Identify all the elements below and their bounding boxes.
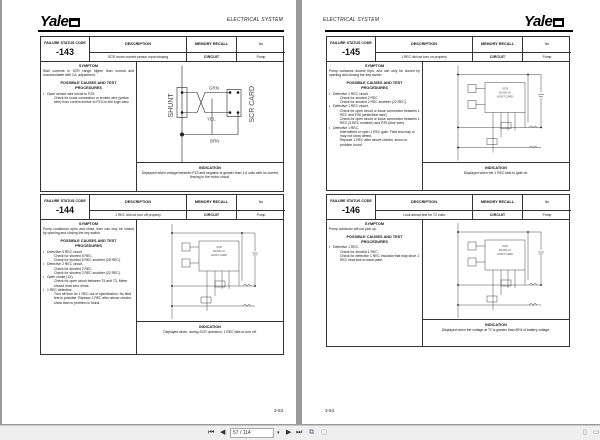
diagram-column [423,62,569,190]
yale-logo [524,13,564,30]
card-model-label: EV100-LX [499,91,511,95]
card-name-label: HOIST CARD [497,253,513,256]
diagram-column [137,220,283,354]
junction-dot [241,232,243,234]
cause-detail: Check for shorted 5 REC snubber (25 REC). [54,258,121,263]
cause-item: • Defective 2 REC circuit. [43,262,134,266]
capacitor [252,253,258,255]
cause-item: • Defective 1 REC. [329,126,420,130]
junction-dot [457,284,459,286]
rec-symbol [468,101,476,109]
junction-dot [527,74,529,76]
junction-dot [540,284,542,286]
junction-dot [171,232,173,234]
page-number: 3-54 [325,408,335,413]
circuit-value: Pump [256,55,266,60]
block-header [327,195,569,220]
wiring-diagram [137,220,283,322]
card-model-label: EV100-LX [213,250,225,253]
viewer-toolbar [0,425,600,440]
cause-item: • 1 REC defective. [43,288,134,292]
cause-detail: Check for open circuit or loose connection between 1 REC (3 REC snubber) and PZ9 (blue wire). [340,117,420,126]
shunt-label: SHUNT [168,93,175,118]
memory-recall-label: MEMORY RECALL [473,37,523,53]
snubber-box [201,297,211,303]
block-body [41,62,283,191]
cause-detail: Check for defective 1 REC insulator that may short 1 REC heat sink to base plate. [340,253,419,263]
logo-text: Yale [40,13,69,30]
block-body [41,220,283,354]
cause-detail: Replace 1 REC after above checks, show no problem found. [340,138,408,147]
status-code: -143 [55,46,74,57]
description-label: DESCRIPTION [376,195,473,211]
diagram-area [137,220,283,322]
symptom-causes-column [41,62,137,191]
indication-area [423,163,569,190]
page-number: 3-53 [274,408,284,413]
description-value: 1 REC did not turn off properly [90,211,187,220]
failure-status-code-label: FAILURE STATUS CODE [44,199,86,204]
description-value: Look ahead test for T2 volts [376,211,473,220]
block-body [327,62,569,190]
symptom-heading: SYMPTOM [78,64,99,68]
cause-detail: Check for loose connection or broken wire (yellow wire) from current sensor to PZ3 on the logic card. [54,95,130,105]
junction-dot [457,74,459,76]
memory-recall-label: MEMORY RECALL [473,195,523,211]
rec-symbol [182,259,190,267]
yale-logo [40,13,80,30]
power-wiring [458,75,541,148]
memory-recall-value: No [523,37,571,53]
dropdown-icon[interactable]: ▾ [277,430,280,436]
cause-item: • Defective 2 REC circuit. [329,92,420,96]
choke-coil [243,285,251,307]
failure-block [326,194,570,347]
block-header [327,37,569,62]
scr-label: SCR [216,246,222,249]
junction-dot [254,285,256,287]
cause-item: • Defective 1 REC circuit. [329,104,420,108]
failure-status-code-label: FAILURE STATUS CODE [330,41,372,46]
cause-detail: Check for shorted 2 REC snubber (22 REC). [340,100,407,105]
junction-dot [457,127,459,129]
card-model-label: EV100-LX [499,249,511,252]
snubber-box [487,139,497,145]
circuit-label: CIRCUIT [473,53,523,62]
fit-width-icon[interactable]: ▭ [593,429,600,436]
logo-truck-icon [69,18,80,27]
failure-block [40,194,284,355]
logo-text: Yale [524,13,553,30]
circuit-label: CIRCUIT [473,211,523,220]
circuit-value: Pump [542,55,552,60]
indication-text: Displayed when the voltage at T2 is greater than 85% of battery voltage. [441,327,551,332]
prev-page-icon[interactable]: ◀ [220,429,226,436]
cause-detail: Check for shorted 1 REC. [340,249,379,254]
memory-recall-value: No [523,195,571,211]
symptom-text: Pump contactors open and close, then can only be closed by opening and closing the key switch. [43,226,134,235]
indication-heading: INDICATION [199,325,221,329]
status-code-cell [327,37,376,62]
status-code: -144 [55,204,74,215]
indication-area [423,320,569,346]
page-right [302,0,600,424]
wiring-diagram [423,220,569,320]
status-code: -145 [341,46,360,57]
symptom-heading: SYMPTOM [364,222,385,226]
failure-block [40,36,284,192]
failure-status-code-label: FAILURE STATUS CODE [330,199,372,204]
cause-detail: Check for shorted 2 REC. [54,266,93,271]
cause-detail: Turn off time for 1 REC out of specification. No field test is possible. Replace 1 REC after above checks show that no problem is found. [54,292,132,305]
section-title: ELECTRICAL SYSTEM [323,17,380,23]
causes-heading: POSSIBLE CAUSES AND TEST PROCEDURES [60,81,117,90]
terminal-dot [237,91,240,94]
diagram-column [137,62,283,191]
memory-recall-label: MEMORY RECALL [187,37,237,53]
symptom-text: Stall currents in SCR range higher than normal and uncontrollable with C/L adjustment. [43,68,134,77]
cause-detail: Check for shorted 5 REC. [54,253,93,258]
junction-dot [540,127,542,129]
choke-coil [529,284,537,306]
circuit-label: CIRCUIT [187,211,237,220]
cause-detail: Check for open circuit or loose connection between 1 REC and PZ8 (white/blue wire). [340,108,420,117]
indication-area [137,163,283,191]
circuit-value: Pump [542,213,552,218]
indication-text: Displayed when, during SCR operation, 1 REC fails to turn off. [163,329,257,334]
scr-card-label: SCR CARD [249,85,256,123]
description-value: 1 REC did not turn on properly [376,53,473,62]
cause-detail: Check for open circuit between T5 and T3. Meter should read zero ohms. [54,279,128,288]
logo-truck-icon [553,18,564,27]
description-label: DESCRIPTION [376,37,473,53]
cause-item: • Defective 5 REC circuit. [43,250,134,254]
causes-heading: POSSIBLE CAUSES AND TEST PROCEDURES [346,81,403,90]
junction-dot [457,147,459,149]
page-number-input[interactable]: 57 / 114 [230,428,274,438]
capacitor [538,252,544,254]
fit-page-icon[interactable]: ▯ [583,429,587,436]
circuit-value: Pump [256,213,266,218]
header-rule [38,30,284,32]
indication-text: Displayed when voltage between PZ3 and negative is greater than 1.6 volts with no current flowing in the motor circuit. [141,170,279,179]
diagram-area [423,62,569,163]
capacitor [538,95,544,97]
diagram-area [423,220,569,320]
failure-status-code-label: FAILURE STATUS CODE [44,41,86,46]
junction-dot [457,231,459,233]
wiring-diagram [423,62,569,163]
card-name-label: HOIST CARD [497,95,513,99]
symptom-causes-column [327,220,423,346]
symptom-causes-column [327,62,423,190]
diagram-column [423,220,569,346]
symptom-text: Pump contactor double trips, and can only be closed by opening and closing the key switch. [329,68,420,77]
block-header [41,37,283,62]
indication-heading: INDICATION [485,166,507,170]
status-code-cell [327,195,376,220]
junction-dot [457,304,459,306]
junction-dot [527,231,529,233]
single-page-icon[interactable]: ⧉ [309,429,314,436]
yel-label: YEL [207,116,216,122]
rec-symbol [468,258,476,266]
rec-symbol [182,243,190,251]
symptom-heading: SYMPTOM [364,64,385,68]
cause-detail: Intermittent or open 1 REC gate. Field test may or may not show defect. [340,129,415,139]
block-body [327,220,569,346]
power-wiring [172,233,255,306]
indication-area [137,322,283,354]
status-code-cell [41,195,90,220]
symptom-text: Pump contactor will not pick up. [329,226,377,231]
scr-label: SCR [502,245,508,248]
rec-symbol [468,85,476,93]
memory-recall-label: MEMORY RECALL [187,195,237,211]
scr-label: SCR [502,87,508,91]
header-rule [325,30,573,32]
cause-item: • Open sensor wire circuit to PZ3. [43,92,134,96]
cause-item: • Defective 1 REC. [329,245,420,249]
brn-label: BRN [210,138,220,144]
failure-block [326,36,570,191]
choke-coil [529,126,537,148]
causes-heading: POSSIBLE CAUSES AND TEST PROCEDURES [60,239,117,248]
two-page-icon[interactable]: ▢ [321,429,328,436]
rec-symbol [468,242,476,250]
description-label: DESCRIPTION [90,37,187,53]
cause-detail: Check for shorted 2 REC. [340,95,379,100]
page-left [2,0,296,424]
first-page-icon[interactable]: ⏮ [208,429,215,436]
description-value: SCR motor current sensor input missing [90,53,187,62]
last-page-icon[interactable]: ⏭ [296,429,303,436]
junction-dot [171,305,173,307]
power-wiring [458,232,541,305]
junction-dot [171,285,173,287]
status-code: -146 [341,204,360,215]
card-name-label: HOIST CARD [211,254,227,257]
cause-detail: Check for shorted 2 REC snubber (22 REC). [54,270,121,275]
indication-heading: INDICATION [199,166,221,170]
section-title: ELECTRICAL SYSTEM [226,17,283,23]
diagram-area [137,62,283,163]
indication-text: Displayed when the 1 REC fails to gate on. [463,170,529,175]
description-label: DESCRIPTION [90,195,187,211]
snubber-box [487,296,497,302]
memory-recall-value: No [237,195,285,211]
wiring-diagram [137,62,283,163]
next-page-icon[interactable]: ▶ [286,429,292,436]
symptom-heading: SYMPTOM [78,222,99,226]
indication-heading: INDICATION [485,323,507,327]
symptom-causes-column [41,220,137,354]
memory-recall-value: No [237,37,285,53]
cause-item: • Open choke (1X). [43,275,134,279]
circuit-label: CIRCUIT [187,53,237,62]
grn-label: GRN [209,85,219,91]
block-header [41,195,283,220]
causes-heading: POSSIBLE CAUSES AND TEST PROCEDURES [346,234,403,244]
status-code-cell [41,37,90,62]
